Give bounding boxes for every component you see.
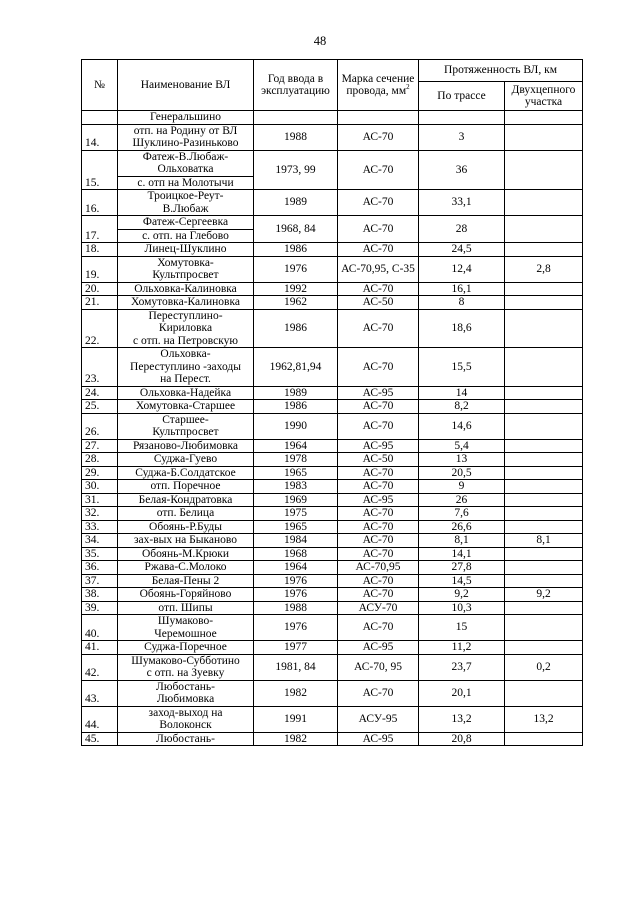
table-row — [82, 601, 583, 615]
wire-brand: АСУ-70 — [338, 601, 419, 615]
line-name-part: Хомутовка-Старшее — [135, 400, 236, 412]
double-circuit-length — [505, 680, 583, 706]
line-name-part: Шумаково- — [157, 615, 214, 627]
table-row — [82, 547, 583, 561]
wire-brand: АС-70 — [338, 400, 419, 414]
row-number: 38. — [82, 588, 118, 602]
commission-year: 1964 — [254, 561, 338, 575]
commission-year: 1988 — [254, 601, 338, 615]
line-name-part: Любостань- — [156, 680, 215, 693]
table-row — [82, 453, 583, 467]
row-number: 41. — [82, 641, 118, 655]
double-circuit-length — [505, 641, 583, 655]
line-name-part: Линец-Шуклино — [144, 243, 227, 255]
line-name — [118, 111, 254, 125]
route-length: 13 — [419, 453, 505, 467]
line-name-part: заход-выход на — [148, 706, 223, 719]
double-circuit-length — [505, 386, 583, 400]
line-name — [118, 601, 254, 615]
table-row — [82, 520, 583, 534]
row-number: 24. — [82, 386, 118, 400]
commission-year: 1986 — [254, 243, 338, 257]
line-name — [118, 641, 254, 655]
row-number: 40. — [82, 615, 118, 641]
row-number: 25. — [82, 400, 118, 414]
double-circuit-length: 0,2 — [505, 654, 583, 680]
line-name-part: на Перест. — [160, 373, 211, 385]
wire-brand: АС-50 — [338, 453, 419, 467]
line-name-part: Любостань- — [156, 732, 215, 745]
commission-year: 1962 — [254, 296, 338, 310]
wire-brand: АС-70 — [338, 507, 419, 521]
table-row — [82, 680, 583, 706]
line-name-part: Волоконск — [159, 719, 212, 731]
line-name-part: Ольховатка — [157, 163, 214, 175]
route-length: 9,2 — [419, 588, 505, 602]
double-circuit-length — [505, 216, 583, 243]
route-length: 23,7 — [419, 654, 505, 680]
line-name — [118, 348, 254, 387]
double-circuit-length — [505, 400, 583, 414]
row-number: 39. — [82, 601, 118, 615]
commission-year: 1981, 84 — [254, 654, 338, 680]
line-name — [118, 413, 254, 439]
commission-year: 1989 — [254, 190, 338, 216]
line-name-part: Культпросвет — [152, 426, 219, 438]
double-circuit-length — [505, 507, 583, 521]
wire-brand: АС-70 — [338, 466, 419, 480]
commission-year: 1976 — [254, 256, 338, 282]
wire-brand: АС-70 — [338, 282, 419, 296]
table-row — [82, 706, 583, 732]
table-row — [82, 413, 583, 439]
wire-brand: АС-70 — [338, 348, 419, 387]
route-length: 15,5 — [419, 348, 505, 387]
line-name-part: Шумаково-Субботино — [131, 654, 240, 667]
line-name — [118, 190, 254, 216]
row-number: 34. — [82, 534, 118, 548]
wire-brand: АС-70,95, С-35 — [338, 256, 419, 282]
line-name-part: с. отп на Молотычи — [118, 176, 253, 190]
line-name-part: Суджа-Гуево — [153, 453, 218, 465]
route-length: 15 — [419, 615, 505, 641]
line-name — [118, 588, 254, 602]
row-number: 21. — [82, 296, 118, 310]
line-name-part: Ржава-С.Молоко — [144, 561, 227, 573]
route-length: 26 — [419, 493, 505, 507]
double-circuit-length — [505, 124, 583, 150]
double-circuit-length — [505, 413, 583, 439]
commission-year: 1978 — [254, 453, 338, 467]
header-brand-sup: 2 — [406, 83, 410, 92]
route-length: 14,1 — [419, 547, 505, 561]
commission-year: 1991 — [254, 706, 338, 732]
line-name-part: Хомутовка- — [157, 256, 214, 269]
double-circuit-length — [505, 309, 583, 348]
route-length: 8,2 — [419, 400, 505, 414]
commission-year: 1986 — [254, 309, 338, 348]
table-row — [82, 348, 583, 387]
commission-year: 1968 — [254, 547, 338, 561]
row-number: 33. — [82, 520, 118, 534]
line-name — [118, 466, 254, 480]
row-number: 19. — [82, 256, 118, 282]
double-circuit-length — [505, 480, 583, 494]
line-name — [118, 282, 254, 296]
route-length: 16,1 — [419, 282, 505, 296]
wire-brand: АС-70 — [338, 124, 419, 150]
line-name-part: Старшее- — [162, 413, 209, 426]
line-name-part: с отп. на Петровскую — [133, 334, 238, 347]
route-length: 20,8 — [419, 732, 505, 746]
route-length: 10,3 — [419, 601, 505, 615]
table-row — [82, 480, 583, 494]
line-name-part: Ольховка- — [160, 348, 211, 360]
header-route: По трассе — [419, 82, 505, 111]
route-length: 14 — [419, 386, 505, 400]
commission-year: 1982 — [254, 680, 338, 706]
double-circuit-length — [505, 601, 583, 615]
row-number: 30. — [82, 480, 118, 494]
header-length-group: Протяженность ВЛ, км — [419, 60, 583, 82]
row-number: 20. — [82, 282, 118, 296]
table-row — [82, 124, 583, 150]
line-name — [118, 534, 254, 548]
row-number: 45. — [82, 732, 118, 746]
header-year: Год ввода в эксплуатацию — [254, 60, 338, 111]
double-circuit-length — [505, 561, 583, 575]
line-name — [118, 520, 254, 534]
row-number: 28. — [82, 453, 118, 467]
table-row — [82, 256, 583, 282]
wire-brand: АС-70 — [338, 520, 419, 534]
table-row — [82, 466, 583, 480]
commission-year: 1992 — [254, 282, 338, 296]
wire-brand: АС-70 — [338, 534, 419, 548]
commission-year: 1965 — [254, 520, 338, 534]
line-name-part: Суджа-Б.Солдатское — [135, 466, 236, 479]
table-row — [82, 507, 583, 521]
line-name-part: отп. Поречное — [150, 480, 221, 492]
row-number — [82, 111, 118, 125]
line-name-part: отп. на Родину от ВЛ — [133, 124, 238, 137]
header-brand — [338, 60, 419, 111]
row-number: 42. — [82, 654, 118, 680]
line-name-part: В.Любаж — [162, 202, 209, 215]
wire-brand: АС-95 — [338, 439, 419, 453]
line-name — [118, 150, 254, 190]
power-lines-table — [81, 59, 583, 746]
route-length: 9 — [419, 480, 505, 494]
line-name — [118, 296, 254, 310]
line-name — [118, 256, 254, 282]
route-length: 24,5 — [419, 243, 505, 257]
commission-year: 1977 — [254, 641, 338, 655]
table-row — [82, 615, 583, 641]
double-circuit-length: 2,8 — [505, 256, 583, 282]
table-row — [82, 386, 583, 400]
line-name — [118, 706, 254, 732]
line-name — [118, 493, 254, 507]
commission-year: 1983 — [254, 480, 338, 494]
line-name-part: отп. Шипы — [158, 601, 213, 614]
wire-brand: АС-70 — [338, 216, 419, 243]
row-number: 35. — [82, 547, 118, 561]
row-number: 36. — [82, 561, 118, 575]
line-name-part: Фатеж-В.Любаж- — [142, 150, 229, 163]
line-name-part: с. отп. на Глебово — [118, 229, 253, 243]
line-name — [118, 216, 254, 243]
table-row — [82, 641, 583, 655]
table-row — [82, 574, 583, 588]
route-length: 26,6 — [419, 520, 505, 534]
commission-year: 1988 — [254, 124, 338, 150]
wire-brand: АС-70 — [338, 680, 419, 706]
line-name-part: отп. Белица — [156, 507, 215, 519]
route-length: 33,1 — [419, 190, 505, 216]
route-length: 28 — [419, 216, 505, 243]
double-circuit-length: 8,1 — [505, 534, 583, 548]
page-number: 48 — [313, 34, 327, 48]
line-name-part: Фатеж-Сергеевка — [142, 216, 229, 228]
line-name-part: Переступлино- — [148, 309, 223, 322]
row-number: 29. — [82, 466, 118, 480]
line-name-part: Белая-Пены 2 — [151, 574, 220, 587]
line-name-part: Любимовка — [156, 693, 215, 705]
wire-brand: АС-70 — [338, 480, 419, 494]
wire-brand: АС-70,95 — [338, 561, 419, 575]
line-name-part: Суджа-Поречное — [144, 641, 227, 653]
double-circuit-length — [505, 190, 583, 216]
row-number: 23. — [82, 348, 118, 387]
route-length: 8,1 — [419, 534, 505, 548]
route-length: 3 — [419, 124, 505, 150]
line-name-part: Рязаново-Любимовка — [132, 439, 239, 452]
line-name — [118, 453, 254, 467]
line-name-part: зах-вых на Быканово — [134, 534, 237, 546]
line-name — [118, 309, 254, 348]
commission-year: 1976 — [254, 588, 338, 602]
double-circuit-length — [505, 296, 583, 310]
row-number: 27. — [82, 439, 118, 453]
route-length: 20,5 — [419, 466, 505, 480]
commission-year: 1989 — [254, 386, 338, 400]
commission-year — [254, 111, 338, 125]
table-row — [82, 243, 583, 257]
commission-year: 1990 — [254, 413, 338, 439]
table-row — [82, 111, 583, 125]
route-length: 7,6 — [419, 507, 505, 521]
wire-brand: АС-70 — [338, 243, 419, 257]
line-name-part: Ольховка-Надейка — [139, 386, 232, 399]
table-row — [82, 534, 583, 548]
wire-brand: АС-70 — [338, 588, 419, 602]
commission-year: 1982 — [254, 732, 338, 746]
table-row — [82, 561, 583, 575]
double-circuit-length — [505, 439, 583, 453]
line-name-part: Генеральшино — [150, 111, 221, 123]
wire-brand: АС-70 — [338, 150, 419, 190]
line-name-part: Черемошное — [154, 627, 217, 640]
line-name — [118, 386, 254, 400]
line-name — [118, 507, 254, 521]
table-row — [82, 588, 583, 602]
table-body — [82, 111, 583, 746]
route-length: 14,6 — [419, 413, 505, 439]
commission-year: 1984 — [254, 534, 338, 548]
line-name — [118, 654, 254, 680]
route-length: 36 — [419, 150, 505, 190]
commission-year: 1968, 84 — [254, 216, 338, 243]
row-number: 26. — [82, 413, 118, 439]
line-name-part: Культпросвет — [152, 269, 219, 281]
double-circuit-length — [505, 466, 583, 480]
header-num: № — [82, 60, 118, 111]
line-name — [118, 547, 254, 561]
line-name-part: Кириловка — [158, 322, 213, 334]
double-circuit-length — [505, 574, 583, 588]
wire-brand: АС-70 — [338, 309, 419, 348]
commission-year: 1964 — [254, 439, 338, 453]
double-circuit-length — [505, 348, 583, 387]
row-number: 44. — [82, 706, 118, 732]
double-circuit-length: 9,2 — [505, 588, 583, 602]
route-length: 27,8 — [419, 561, 505, 575]
row-number: 32. — [82, 507, 118, 521]
line-name — [118, 615, 254, 641]
line-name — [118, 680, 254, 706]
wire-brand: АС-95 — [338, 493, 419, 507]
row-number: 17. — [82, 216, 118, 243]
commission-year: 1962,81,94 — [254, 348, 338, 387]
double-circuit-length — [505, 453, 583, 467]
line-name — [118, 439, 254, 453]
row-number: 31. — [82, 493, 118, 507]
header-name: Наименование ВЛ — [118, 60, 254, 111]
route-length: 11,2 — [419, 641, 505, 655]
commission-year: 1986 — [254, 400, 338, 414]
double-circuit-length — [505, 111, 583, 125]
wire-brand — [338, 111, 419, 125]
line-name-part: Хомутовка-Калиновка — [130, 296, 240, 308]
commission-year: 1975 — [254, 507, 338, 521]
table-row — [82, 150, 583, 190]
route-length: 18,6 — [419, 309, 505, 348]
double-circuit-length — [505, 732, 583, 746]
wire-brand: АС-70 — [338, 574, 419, 588]
line-name — [118, 561, 254, 575]
line-name-part: Троицкое-Реут- — [147, 190, 224, 202]
table-row — [82, 190, 583, 216]
wire-brand: АС-70 — [338, 190, 419, 216]
table-row — [82, 439, 583, 453]
row-number: 15. — [82, 150, 118, 190]
line-name — [118, 480, 254, 494]
row-number: 16. — [82, 190, 118, 216]
table-row — [82, 654, 583, 680]
line-name-part: Ольховка-Калиновка — [134, 282, 237, 295]
double-circuit-length — [505, 150, 583, 190]
wire-brand: АС-95 — [338, 386, 419, 400]
header-brand-text: Марка сечение провода, мм — [341, 72, 415, 97]
route-length: 20,1 — [419, 680, 505, 706]
route-length: 12,4 — [419, 256, 505, 282]
line-name — [118, 400, 254, 414]
double-circuit-length — [505, 547, 583, 561]
wire-brand: АС-95 — [338, 732, 419, 746]
route-length: 13,2 — [419, 706, 505, 732]
wire-brand: АС-70 — [338, 615, 419, 641]
line-name — [118, 732, 254, 746]
double-circuit-length — [505, 282, 583, 296]
commission-year: 1976 — [254, 574, 338, 588]
table-row — [82, 309, 583, 348]
commission-year: 1976 — [254, 615, 338, 641]
line-name-part: Переступлино -заходы — [130, 360, 241, 373]
commission-year: 1969 — [254, 493, 338, 507]
commission-year: 1965 — [254, 466, 338, 480]
wire-brand: АС-95 — [338, 641, 419, 655]
table-row — [82, 493, 583, 507]
table-row — [82, 732, 583, 746]
wire-brand: АС-70 — [338, 547, 419, 561]
line-name-part: Обоянь-М.Крюки — [141, 547, 230, 560]
line-name-part: с отп. на Зуевку — [146, 667, 225, 679]
route-length: 8 — [419, 296, 505, 310]
row-number: 14. — [82, 124, 118, 150]
row-number: 18. — [82, 243, 118, 257]
double-circuit-length — [505, 243, 583, 257]
row-number: 22. — [82, 309, 118, 348]
row-number: 43. — [82, 680, 118, 706]
line-name-part: Шуклино-Разиньково — [132, 137, 239, 149]
line-name — [118, 574, 254, 588]
double-circuit-length — [505, 615, 583, 641]
row-number: 37. — [82, 574, 118, 588]
line-name-part: Обоянь-Р.Буды — [149, 520, 222, 533]
route-length: 14,5 — [419, 574, 505, 588]
double-circuit-length — [505, 520, 583, 534]
header-double: Двухцепного участка — [505, 82, 583, 111]
wire-brand: АС-70 — [338, 413, 419, 439]
commission-year: 1973, 99 — [254, 150, 338, 190]
line-name — [118, 124, 254, 150]
double-circuit-length: 13,2 — [505, 706, 583, 732]
line-name-part: Белая-Кондратовка — [138, 493, 233, 506]
wire-brand: АС-70, 95 — [338, 654, 419, 680]
double-circuit-length — [505, 493, 583, 507]
route-length — [419, 111, 505, 125]
table-row — [82, 216, 583, 243]
wire-brand: АС-50 — [338, 296, 419, 310]
wire-brand: АСУ-95 — [338, 706, 419, 732]
line-name-part: Обоянь-Горяйново — [139, 588, 232, 600]
line-name — [118, 243, 254, 257]
table-row — [82, 400, 583, 414]
route-length: 5,4 — [419, 439, 505, 453]
table-row — [82, 296, 583, 310]
table-row — [82, 282, 583, 296]
